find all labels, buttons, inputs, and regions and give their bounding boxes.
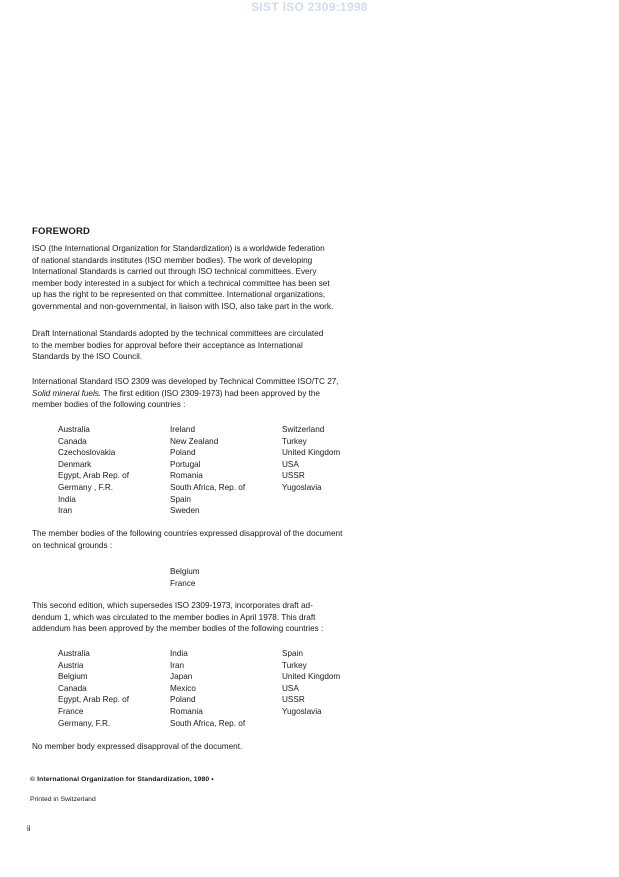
country-name: Romania	[170, 471, 203, 481]
text-line: The member bodies of the following countries expressed disapproval of the document	[32, 529, 343, 538]
country-name: Poland	[170, 448, 196, 458]
country-name: Denmark	[58, 459, 92, 469]
text-fragment: The first edition (ISO 2309-1973) had been approved by the	[101, 388, 320, 398]
country-name: Australia	[58, 425, 90, 434]
country-column-2	[170, 648, 282, 729]
disapproving-countries	[170, 566, 200, 589]
country-name: Turkey	[282, 660, 307, 670]
country-name: New Zealand	[170, 436, 219, 446]
text-line: governmental and non-governmental, in liaison with ISO, also take part in the work.	[32, 301, 334, 311]
country-name: Yugoslavia	[282, 482, 322, 492]
paragraph-second-edition	[32, 600, 381, 635]
country-name: Belgium	[58, 672, 88, 682]
country-name: Sweden	[170, 506, 200, 516]
foreword-heading: FOREWORD	[32, 226, 91, 237]
country-name: Germany , F.R.	[58, 482, 114, 492]
country-name: Spain	[282, 649, 303, 658]
text-line: ISO (the International Organization for Standardization) is a worldwide federation	[32, 244, 325, 253]
country-name: USA	[282, 459, 299, 469]
text-line: of national standards institutes (ISO member bodies). The work of developing	[32, 255, 313, 265]
country-name: Iran	[58, 506, 73, 516]
paragraph-draft-standards	[32, 328, 381, 363]
country-name: Spain	[170, 494, 191, 504]
country-name: Turkey	[282, 436, 307, 446]
country-name: Yugoslavia	[282, 706, 322, 716]
text-line: Standards by the ISO Council.	[32, 352, 143, 362]
committee-title: Solid mineral fuels.	[32, 388, 102, 398]
country-name: Czechoslovakia	[58, 448, 116, 458]
country-name: Canada	[58, 683, 87, 693]
country-name: South Africa, Rep. of	[170, 482, 246, 492]
text-line: International Standards is carried out through ISO technical committees. Every	[32, 267, 317, 277]
country-name: Germany, F.R.	[58, 718, 111, 728]
country-name: Australia	[58, 649, 90, 658]
text-line: member body interested in a subject for which a technical committee has been set	[32, 278, 330, 288]
page-number: ii	[27, 824, 31, 833]
country-column-2	[170, 424, 282, 517]
country-column-1	[58, 648, 170, 729]
no-disapproval-statement: No member body expressed disapproval of the document.	[32, 742, 243, 751]
country-name: France	[58, 706, 84, 716]
country-name: Egypt, Arab Rep. of	[58, 471, 130, 481]
paragraph-iso-intro	[32, 243, 381, 313]
country-name: USSR	[282, 471, 305, 481]
country-name: USA	[282, 683, 299, 693]
copyright-notice: © International Organization for Standardization, 1980 •	[30, 776, 214, 783]
country-column-3	[282, 648, 394, 718]
text-line: member bodies of the following countries :	[32, 400, 186, 410]
country-name: Romania	[170, 706, 203, 716]
text-line: on technical grounds :	[32, 540, 113, 550]
text-line: to the member bodies for approval before their acceptance as International	[32, 340, 303, 350]
text-line: This second edition, which supersedes ISO 2309-1973, incorporates draft ad-	[32, 601, 313, 610]
country-name: South Africa, Rep. of	[170, 718, 246, 728]
country-name: United Kingdom	[282, 448, 341, 458]
country-name: Switzerland	[282, 425, 325, 434]
text-line: dendum 1, which was circulated to the member bodies in April 1978. This draft	[32, 612, 316, 622]
paragraph-disapproval	[32, 528, 381, 551]
text-line	[32, 388, 381, 400]
country-name: India	[170, 649, 188, 658]
country-name: Poland	[170, 695, 196, 705]
country-name: Japan	[170, 672, 193, 682]
country-name: Egypt, Arab Rep. of	[58, 695, 130, 705]
text-line: International Standard ISO 2309 was developed by Technical Committee ISO/TC 27,	[32, 377, 339, 386]
country-name: Mexico	[170, 683, 196, 693]
country-name: Austria	[58, 660, 84, 670]
country-name: Portugal	[170, 459, 201, 469]
country-name: France	[170, 578, 196, 588]
country-name: India	[58, 494, 76, 504]
country-name: Belgium	[170, 567, 200, 576]
text-line: up has the right to be represented on that committee. International organizations,	[32, 290, 326, 300]
printed-in-note: Printed in Switzerland	[30, 796, 96, 803]
text-line: addendum has been approved by the member bodies of the following countries :	[32, 624, 324, 634]
country-name: Canada	[58, 436, 87, 446]
country-name: Iran	[170, 660, 185, 670]
country-column-3	[282, 424, 394, 494]
country-name: United Kingdom	[282, 672, 341, 682]
paragraph-standard-development	[32, 376, 381, 411]
country-name: Ireland	[170, 425, 196, 434]
country-column-1	[58, 424, 170, 517]
watermark: SIST ISO 2309:1998	[251, 0, 368, 14]
text-line: Draft International Standards adopted by the technical committees are circulated	[32, 329, 324, 338]
country-name: USSR	[282, 695, 305, 705]
